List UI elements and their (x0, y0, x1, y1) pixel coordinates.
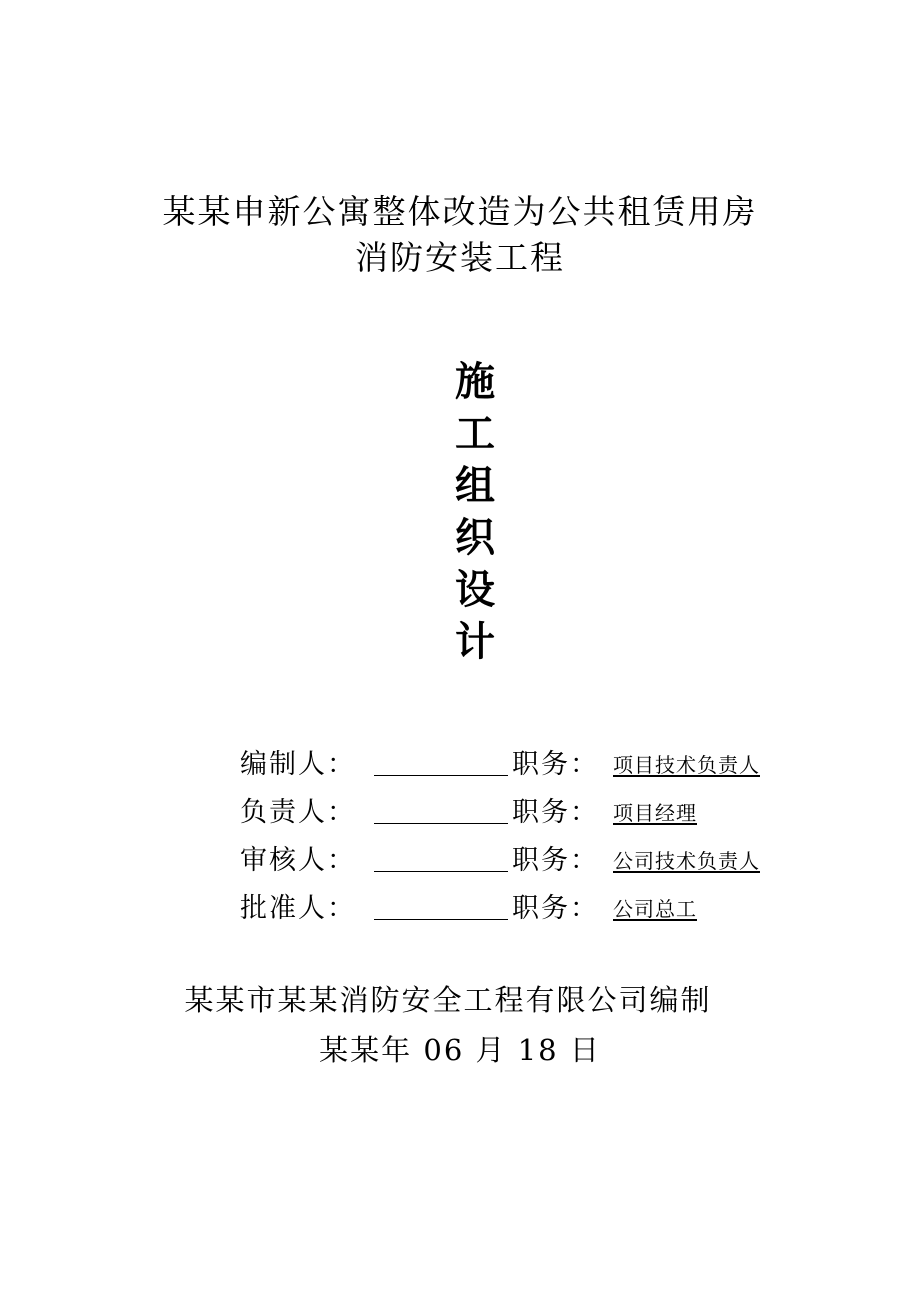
post-value: 项目经理 (613, 801, 697, 825)
signature-role-label: 批准人： (240, 893, 356, 924)
post-label: 职务： (512, 845, 599, 876)
post-label: 职务： (512, 797, 599, 828)
signature-blank-line (374, 823, 508, 824)
project-title-line-1: 某某申新公寓整体改造为公共租赁用房 (162, 192, 758, 231)
signature-blank-line (374, 871, 508, 872)
doc-type-char: 施 (455, 359, 495, 405)
doc-type-char: 设 (455, 567, 495, 613)
issue-date: 某某年 06 月 18 日 (319, 1033, 601, 1067)
post-label: 职务： (512, 749, 599, 780)
doc-type-char: 工 (455, 411, 495, 457)
doc-type-char: 织 (455, 515, 495, 561)
signature-role-label: 审核人： (240, 845, 356, 876)
signature-blank-line (374, 919, 508, 920)
post-value: 公司技术负责人 (613, 849, 760, 873)
signature-role-label: 负责人： (240, 797, 356, 828)
signature-role-label: 编制人： (240, 749, 356, 780)
doc-type-char: 组 (455, 463, 495, 509)
issuing-organization: 某某市某某消防安全工程有限公司编制 (184, 983, 712, 1017)
doc-type-char: 计 (455, 619, 495, 665)
project-title-line-2: 消防安装工程 (355, 238, 565, 277)
post-label: 职务： (512, 893, 599, 924)
signature-blank-line (374, 775, 508, 776)
post-value: 项目技术负责人 (613, 753, 760, 777)
post-value: 公司总工 (613, 897, 697, 921)
